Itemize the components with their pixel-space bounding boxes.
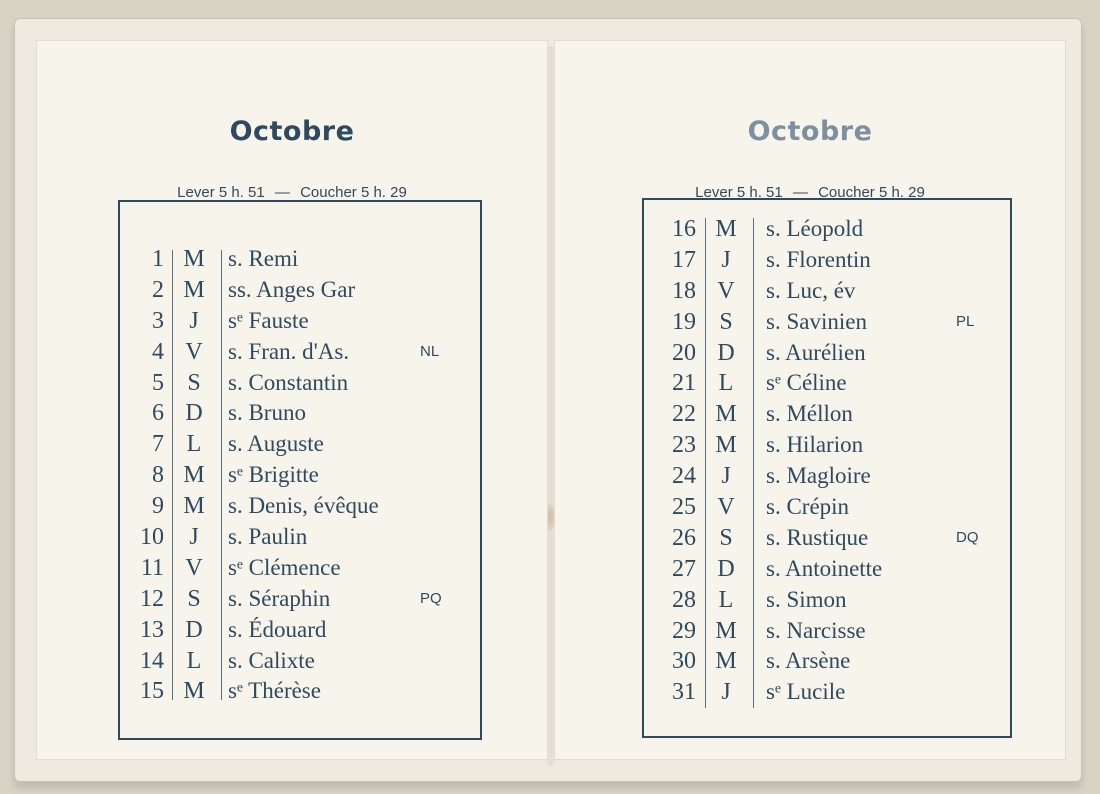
weekday-letter: D [185,400,203,427]
calendar-day-row [644,338,1010,369]
day-number: 21 [672,370,696,397]
saint-name: s. Simon [766,586,847,612]
weekday-letter: M [183,276,205,303]
day-number: 20 [672,339,696,366]
day-number: 28 [672,586,696,613]
weekday-letter: J [189,307,199,334]
saint-name: s. Constantin [228,369,349,395]
day-number: 19 [672,308,696,335]
calendar-day-row [120,275,480,306]
day-number: 15 [140,678,164,705]
calendar-day-row [120,491,480,522]
weekday-letter: V [717,277,735,304]
saint-name: s. Crépin [766,494,850,520]
day-list [120,244,480,707]
calendar-day-row [120,522,480,553]
day-number: 1 [152,246,164,272]
day-number: 3 [152,307,164,334]
saint-name: s. Hilarion [766,432,864,458]
saint-name: s. Fran. d'As. [228,338,350,364]
day-number: 22 [672,401,696,428]
weekday-letter: M [183,493,205,520]
day-number: 25 [672,494,696,521]
day-number: 9 [152,493,164,520]
weekday-letter: M [715,401,737,428]
calendar-day-row [644,646,1010,677]
weekday-letter: M [715,216,737,242]
right-page [554,40,1066,760]
saint-name: s. Édouard [228,616,327,642]
day-number: 2 [152,276,164,303]
saint-name: s. Remi [228,246,299,271]
day-number: 23 [672,432,696,459]
calendar-frame [118,200,482,740]
calendar-day-row [120,368,480,399]
weekday-letter: J [189,524,199,551]
day-number: 11 [140,554,164,581]
saint-name: s. Auguste [228,431,324,457]
moon-phase: PQ [420,589,442,607]
calendar-day-row [120,306,480,337]
day-number: 13 [140,616,164,643]
saint-name: sᵉ Thérèse [228,678,321,704]
saint-name: s. Rustique [766,524,869,550]
saint-name: s. Florentin [766,246,871,272]
day-list [644,214,1010,708]
left-page [36,40,548,760]
saint-name: s. Denis, évêque [228,493,379,519]
day-number: 31 [672,679,696,706]
weekday-letter: D [717,555,735,582]
weekday-letter: L [186,431,202,458]
weekday-letter: D [717,339,735,366]
month-title: Octobre [747,116,873,147]
sunrise-text: Lever 5 h. 51 [695,184,783,201]
day-number: 24 [672,463,696,490]
calendar-day-row [644,276,1010,307]
calendar-day-row [644,677,1010,708]
saint-name: s. Aurélien [766,339,866,365]
calendar-day-row [644,307,1010,338]
saint-name: s. Narcisse [766,617,866,643]
day-number: 17 [672,246,696,273]
calendar-day-row [120,244,480,275]
weekday-letter: M [715,432,737,459]
weekday-letter: M [183,246,205,272]
weekday-letter: V [185,338,203,365]
day-number: 14 [140,647,164,674]
day-number: 4 [152,338,164,365]
saint-name: s. Antoinette [766,555,883,581]
saint-name: s. Paulin [228,524,308,550]
weekday-letter: D [185,616,203,643]
calendar-day-row [120,615,480,646]
calendar-day-row [120,337,480,368]
sunset-text: Coucher 5 h. 29 [300,184,407,201]
month-title: Octobre [229,116,355,147]
calendar-day-row [120,676,480,707]
calendar-day-row [644,430,1010,461]
calendar-day-row [120,553,480,584]
saint-name: s. Magloire [766,463,871,489]
day-number: 12 [140,585,164,612]
saint-name: s. Séraphin [228,585,331,611]
calendar-day-row [120,584,480,615]
day-number: 29 [672,617,696,644]
weekday-letter: M [715,648,737,675]
saint-name: ss. Anges Gar [228,276,356,302]
saint-name: sᵉ Fauste [228,307,309,333]
calendar-day-row [644,585,1010,616]
saint-name: s. Calixte [228,647,315,673]
calendar-day-row [644,492,1010,523]
calendar-day-row [644,461,1010,492]
moon-phase: DQ [956,528,979,546]
day-number: 27 [672,555,696,582]
weekday-letter: S [187,585,201,612]
day-number: 10 [140,524,164,551]
sunrise-sunset-line [36,184,548,201]
calendar-day-row [120,429,480,460]
weekday-letter: J [721,463,731,490]
calendar-day-row [644,523,1010,554]
sun-separator: — [792,184,808,201]
weekday-letter: V [717,494,735,521]
weekday-letter: S [719,308,733,335]
saint-name: sᵉ Brigitte [228,462,319,488]
calendar-day-row [644,554,1010,585]
weekday-letter: S [187,369,201,396]
weekday-letter: L [718,370,734,397]
calendar-day-row [644,214,1010,245]
weekday-letter: J [721,246,731,273]
calendar-day-row [120,646,480,677]
calendar-booklet [14,18,1082,782]
weekday-letter: V [185,554,203,581]
calendar-day-row [120,398,480,429]
saint-name: sᵉ Clémence [228,554,341,580]
calendar-day-row [644,368,1010,399]
saint-name: s. Méllon [766,401,853,427]
day-number: 26 [672,524,696,551]
saint-name: s. Luc, év [766,277,856,303]
saint-name: s. Léopold [766,216,864,241]
saint-name: sᵉ Céline [766,370,847,396]
sunset-text: Coucher 5 h. 29 [818,184,925,201]
day-number: 8 [152,462,164,489]
day-number: 16 [672,216,696,242]
moon-phase: PL [956,312,975,330]
saint-name: s. Savinien [766,308,867,334]
day-number: 30 [672,648,696,675]
weekday-letter: L [718,586,734,613]
day-number: 7 [152,431,164,458]
sunrise-text: Lever 5 h. 51 [177,184,265,201]
day-number: 6 [152,400,164,427]
moon-phase: NL [420,342,440,360]
calendar-day-row [644,245,1010,276]
calendar-day-row [644,399,1010,430]
weekday-letter: J [721,679,731,706]
saint-name: s. Arsène [766,648,851,674]
saint-name: sᵉ Lucile [766,679,846,705]
calendar-day-row [120,460,480,491]
weekday-letter: M [183,462,205,489]
weekday-letter: L [186,647,202,674]
calendar-frame [642,198,1012,738]
weekday-letter: S [719,524,733,551]
day-number: 18 [672,277,696,304]
sun-separator: — [274,184,290,201]
saint-name: s. Bruno [228,400,306,426]
weekday-letter: M [715,617,737,644]
calendar-day-row [644,616,1010,647]
weekday-letter: M [183,678,205,705]
day-number: 5 [152,369,164,396]
